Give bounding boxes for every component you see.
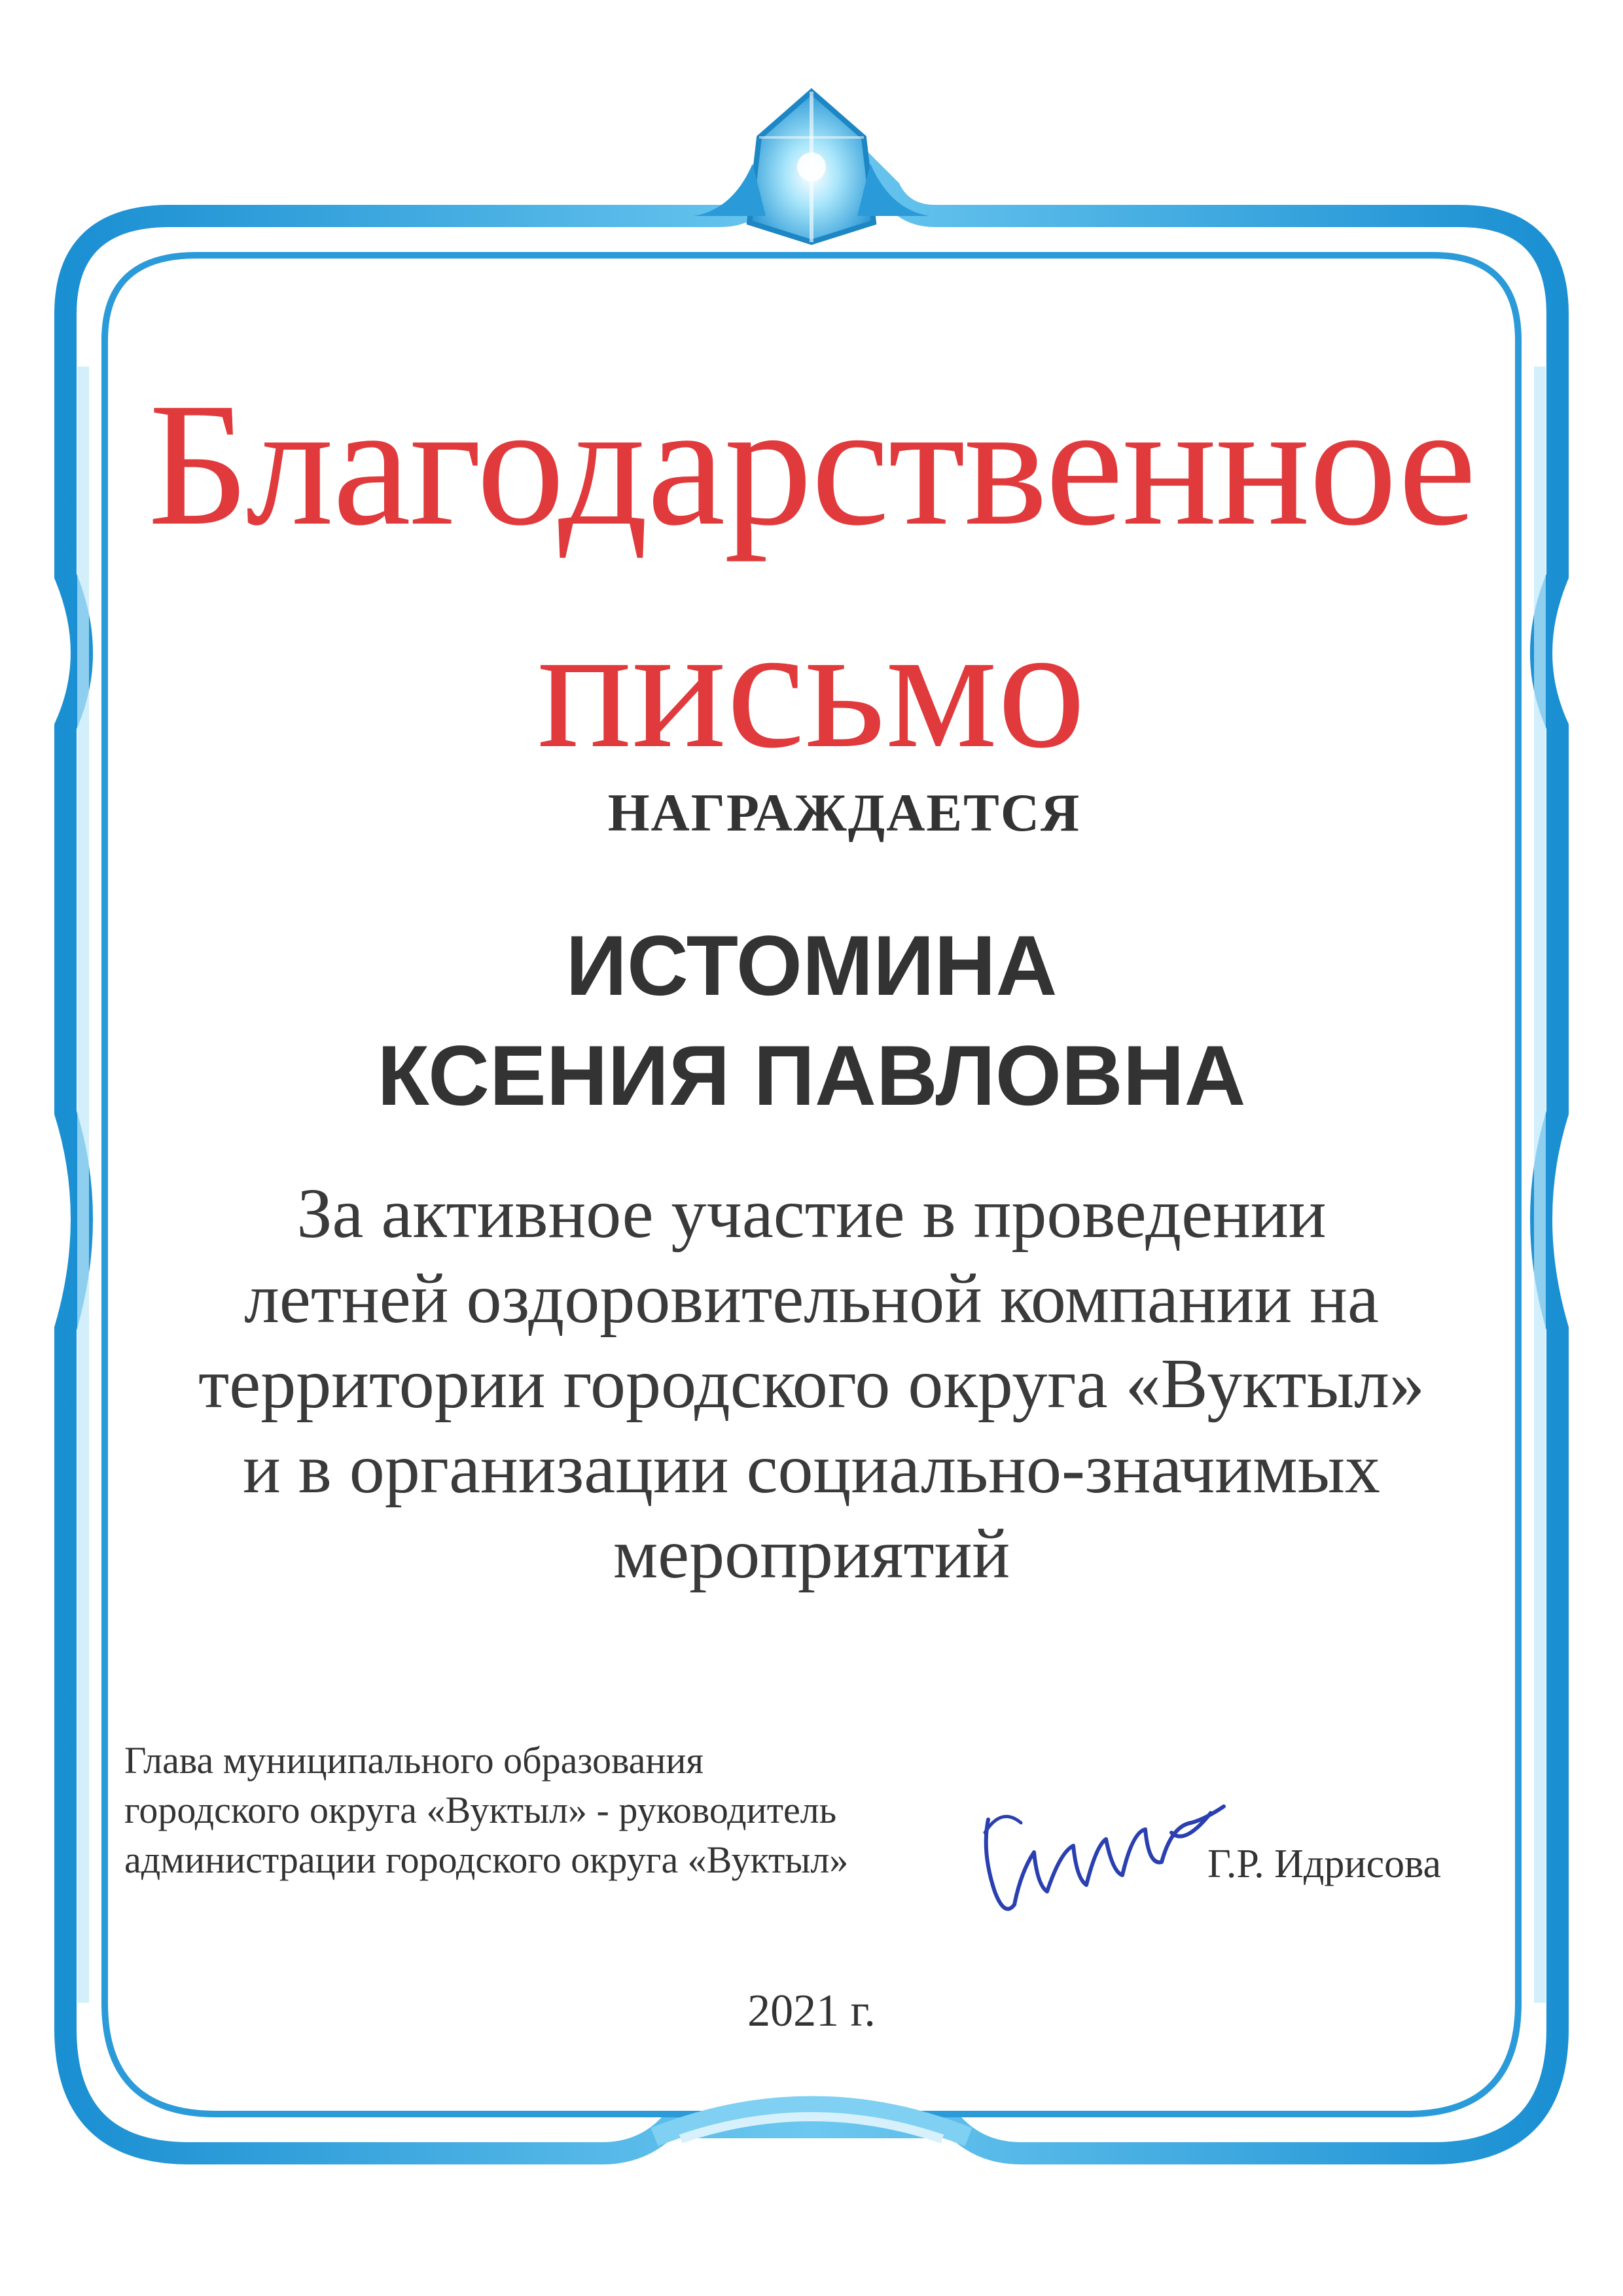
reason-line: летней оздоровительной компании на	[243, 1260, 1379, 1338]
award-reason	[0, 1172, 1623, 1597]
title-line-2: письмо	[537, 589, 1086, 785]
issue-year: 2021 г.	[747, 1986, 876, 2036]
signer-position-line: городского округа «Вуктыл» - руководитель	[124, 1789, 837, 1831]
reason-line: территории городского округа «Вуктыл»	[198, 1345, 1425, 1423]
reason-line: и в организации социально-значимых	[242, 1430, 1381, 1508]
award-label: НАГРАЖДАЕТСЯ	[607, 783, 1081, 842]
recipient-name	[0, 916, 1623, 1124]
recipient-surname: ИСТОМИНА	[565, 918, 1058, 1013]
recipient-given-names: КСЕНИЯ ПАВЛОВНА	[377, 1028, 1246, 1123]
signer-position-line: Глава муниципального образования	[124, 1739, 704, 1782]
signer-position-line: администрации городского округа «Вуктыл»	[124, 1839, 849, 1881]
reason-line: мероприятий	[613, 1515, 1010, 1593]
handwritten-signature	[975, 1793, 1237, 1924]
signer-name: Г.Р. Идрисова	[1207, 1842, 1442, 1886]
signer-position	[124, 1736, 848, 1885]
reason-line: За активное участие в проведении	[296, 1175, 1327, 1253]
title-line-1: Благодарственное	[147, 367, 1476, 562]
